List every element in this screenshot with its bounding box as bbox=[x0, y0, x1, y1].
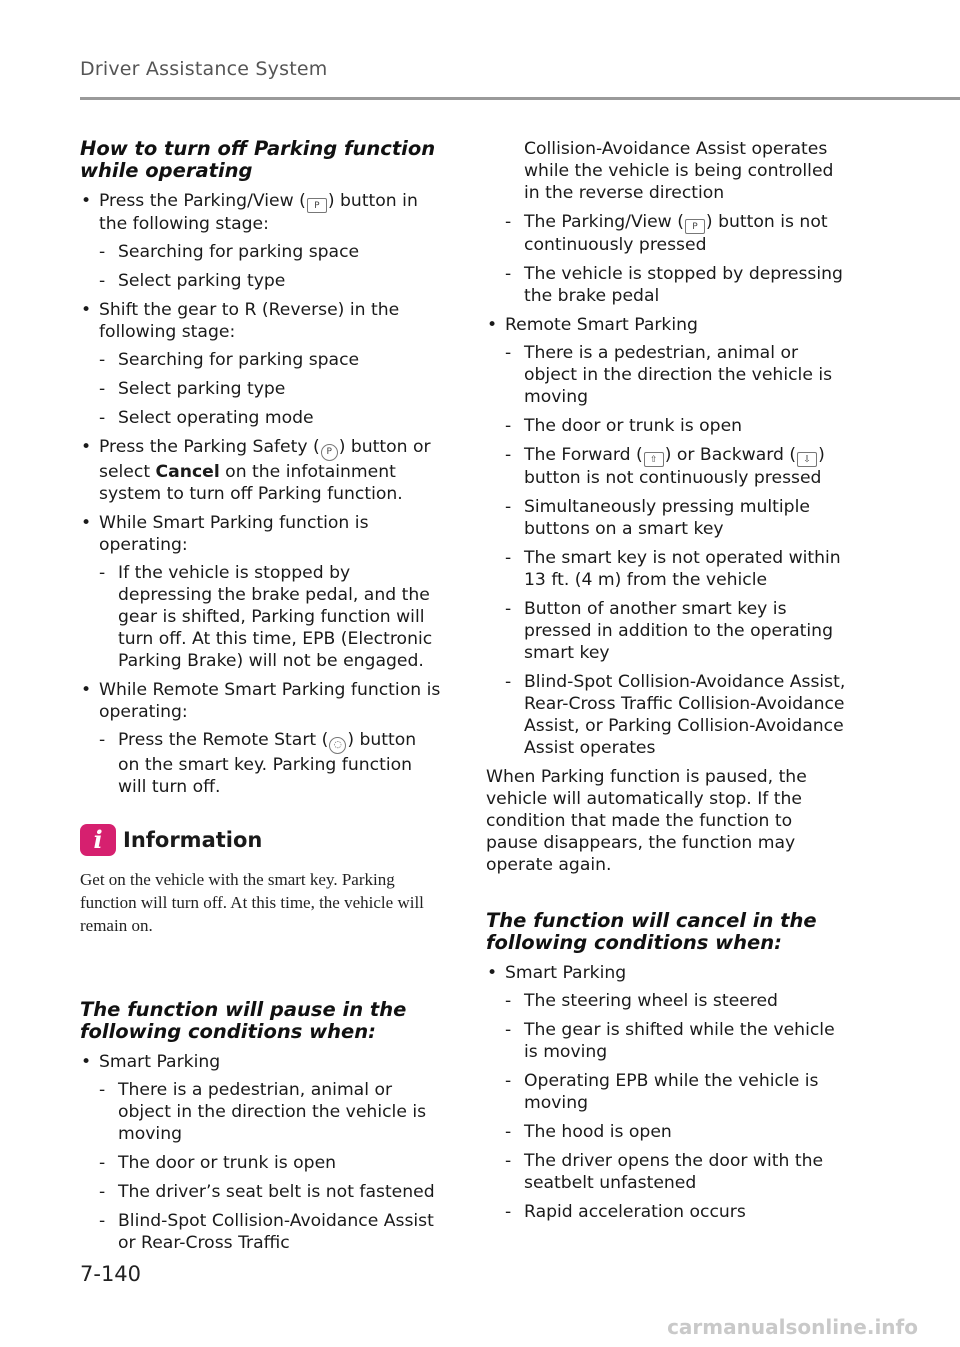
sub-item: - The vehicle is stopped by depressing the brake pedal bbox=[505, 264, 843, 306]
parking-view-icon: P bbox=[307, 198, 327, 213]
sub-item: - Button of another smart key is pressed in addition to the operating smart key bbox=[505, 599, 833, 663]
sub-item: - The Parking/View ( P ) button is not continuously pressed bbox=[505, 212, 828, 255]
sub-item: - There is a pedestrian, animal or object in the direction the vehicle is moving bbox=[99, 1080, 427, 1144]
list-item: • Press the Parking Safety ( P ) button or select Cancel on the infotainment system to turn off Parking function. bbox=[81, 437, 431, 504]
list-item: • While Remote Smart Parking function is operating: - Press the Remote Start ( ◌ ) button on the smart key. Parking function will turn off. bbox=[81, 680, 441, 797]
backward-icon: ⇩ bbox=[797, 452, 817, 467]
list-item: • Remote Smart Parking - There is a pedestrian, animal or object in the direction the vehicle is moving - The door or trunk is open - The Forward ( ⇧ ) or Backward ( ⇩ ) button is not continuously pressed - Simultaneously pressing multiple buttons on a smart key - The smart key is not operated within 13 ft. (4 m) from the vehicle - Button of another smart key is pressed in addition to the operating smart key - Blind-Spot Collision-Avoidance Assist, Rear-Cross Traffic Collision-Avoidance Assist, or Parking Collision-Avoidance Assist operates bbox=[486, 314, 848, 759]
pause-list bbox=[80, 1051, 442, 1254]
sub-item: - Searching for parking space bbox=[99, 242, 360, 262]
sub-item: - Select parking type bbox=[99, 271, 286, 291]
page-header-title: Driver Assistance System bbox=[80, 58, 328, 80]
pause-continued-list bbox=[486, 211, 848, 307]
parking-safety-icon: P bbox=[321, 444, 338, 461]
continued-text: Collision-Avoidance Assist operates while the vehicle is being controlled in the reverse direction bbox=[524, 139, 834, 203]
sub-item: - Blind-Spot Collision-Avoidance Assist or Rear-Cross Traffic bbox=[99, 1211, 434, 1253]
info-title: Information bbox=[123, 828, 263, 852]
page-number: 7-140 bbox=[80, 1262, 142, 1286]
cancel-keyword: Cancel bbox=[155, 462, 220, 482]
sub-item: - The door or trunk is open bbox=[99, 1153, 337, 1173]
sub-item: - Select operating mode bbox=[99, 408, 314, 428]
sub-item: - If the vehicle is stopped by depressing the brake pedal, and the gear is shifted, Parking function will turn off. At this time, EPB (Electronic Parking Brake) will not be engaged. bbox=[99, 563, 433, 671]
list-item: • Press the Parking/View ( P ) button in the following stage: - Searching for parking space - Select parking type bbox=[80, 190, 442, 292]
sub-item: - The hood is open bbox=[505, 1122, 672, 1142]
sub-item: - Press the Remote Start ( ◌ ) button on the smart key. Parking function will turn off. bbox=[99, 730, 417, 797]
sub-item: - The gear is shifted while the vehicle is moving bbox=[505, 1020, 835, 1062]
info-body: Get on the vehicle with the smart key. Parking function will turn off. At this time, the vehicle will remain on. bbox=[80, 870, 424, 935]
turn-off-heading: How to turn off Parking function while operating bbox=[80, 137, 436, 182]
sub-item: - The Forward ( ⇧ ) or Backward ( ⇩ ) button is not continuously pressed bbox=[505, 445, 825, 488]
turn-off-list bbox=[80, 190, 442, 798]
pause-heading: The function will pause in the following conditions when: bbox=[80, 998, 407, 1043]
sub-item: - Operating EPB while the vehicle is moving bbox=[505, 1071, 819, 1113]
paused-paragraph: When Parking function is paused, the vehicle will automatically stop. If the condition that made the function to pause disappears, the function may operate again. bbox=[486, 767, 807, 875]
remote-start-icon: ◌ bbox=[329, 737, 346, 754]
cancel-list bbox=[486, 962, 848, 1223]
list-item: • Shift the gear to R (Reverse) in the following stage: - Searching for parking space - Select parking type - Select operating mode bbox=[80, 299, 442, 429]
remote-list bbox=[486, 314, 848, 759]
list-item: • While Smart Parking function is operating: - If the vehicle is stopped by depressing the brake pedal, and the gear is shifted, Parking function will turn off. At this time, EPB (Electronic Parking Brake) will not be engaged. bbox=[80, 512, 442, 672]
sub-item: - Searching for parking space bbox=[99, 350, 360, 370]
sub-item: - Blind-Spot Collision-Avoidance Assist, Rear-Cross Traffic Collision-Avoidance Assist, or Parking Collision-Avoidance Assist operates bbox=[505, 672, 846, 758]
sub-item: - Rapid acceleration occurs bbox=[505, 1202, 746, 1222]
forward-icon: ⇧ bbox=[644, 452, 664, 467]
sub-item: - The driver opens the door with the seatbelt unfastened bbox=[505, 1151, 824, 1193]
information-box bbox=[80, 824, 442, 937]
list-item: • Smart Parking - There is a pedestrian, animal or object in the direction the vehicle is moving - The door or trunk is open - The driver’s seat belt is not fastened - Blind-Spot Collision-Avoidance Assist or Rear-Cross Traffic bbox=[80, 1051, 442, 1254]
sub-item: - Select parking type bbox=[99, 379, 286, 399]
right-column bbox=[486, 138, 848, 1230]
sub-item: - The driver’s seat belt is not fastened bbox=[99, 1182, 435, 1202]
parking-view-icon: P bbox=[685, 219, 705, 234]
watermark: carmanualsonline.info bbox=[667, 1315, 918, 1339]
sub-item: - There is a pedestrian, animal or object in the direction the vehicle is moving bbox=[505, 343, 833, 407]
header-divider bbox=[80, 97, 960, 100]
cancel-heading: The function will cancel in the following conditions when: bbox=[486, 909, 817, 954]
sub-item: - The door or trunk is open bbox=[505, 416, 743, 436]
info-icon: i bbox=[80, 824, 116, 856]
sub-item: - The smart key is not operated within 13 ft. (4 m) from the vehicle bbox=[505, 548, 841, 590]
sub-item: - Simultaneously pressing multiple buttons on a smart key bbox=[505, 497, 810, 539]
sub-item: - The steering wheel is steered bbox=[505, 991, 778, 1011]
left-column bbox=[80, 138, 442, 1261]
list-item: • Smart Parking - The steering wheel is steered - The gear is shifted while the vehicle is moving - Operating EPB while the vehicle is moving - The hood is open - The driver opens the door with the seatbelt unfastened - Rapid acceleration occurs bbox=[486, 962, 848, 1223]
